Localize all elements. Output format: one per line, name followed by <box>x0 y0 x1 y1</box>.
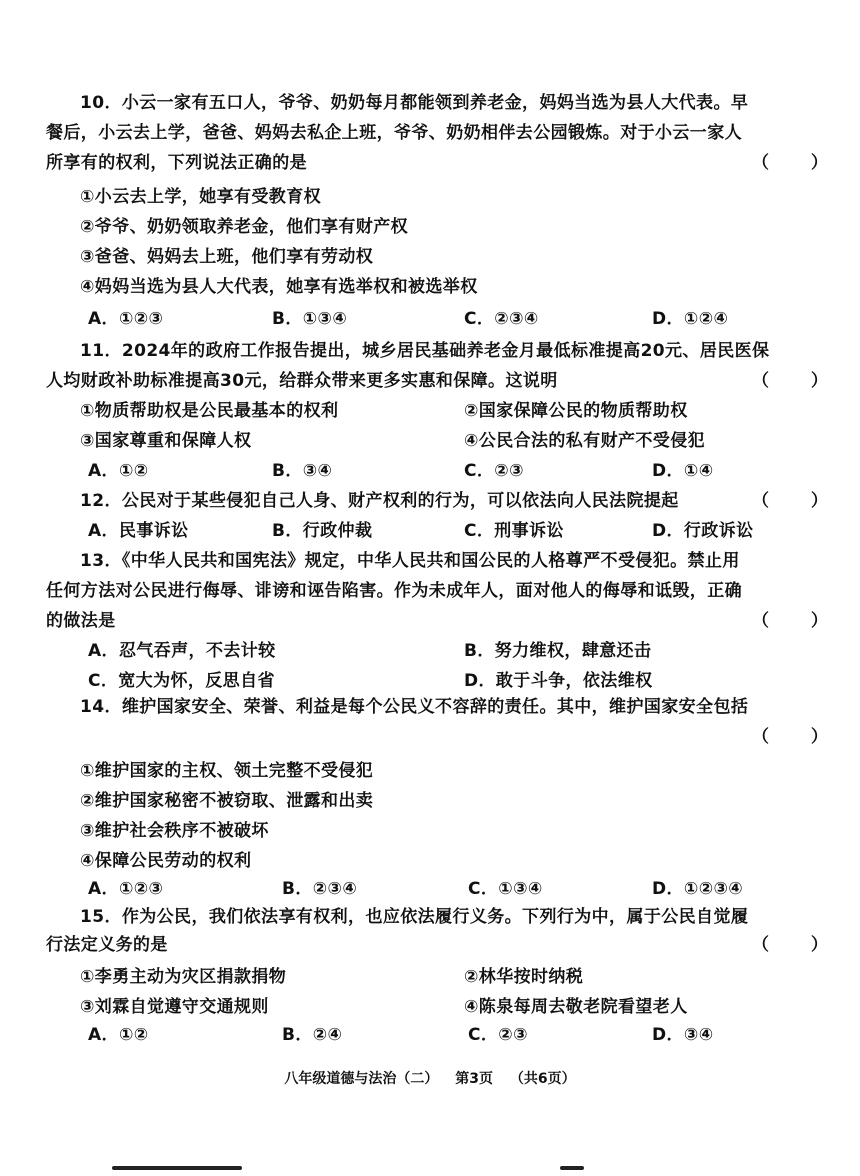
q10-option-a: A．①②③ <box>88 309 164 329</box>
q11-items-row-1 <box>0 396 860 426</box>
scan-edge-mark <box>112 1166 242 1170</box>
q15-stem-text: 15．作为公民，我们依法享有权利，也应依法履行义务。下列行为中，属于公民自觉履 <box>80 907 749 927</box>
q14-item <box>0 786 860 816</box>
q13-stem-line-2 <box>0 576 860 606</box>
q14-option-c: C．①③④ <box>468 879 543 899</box>
q14-item <box>0 846 860 876</box>
q11-item-text: ②国家保障公民的物质帮助权 <box>464 401 688 421</box>
q14-item-text: ①维护国家的主权、领土完整不受侵犯 <box>80 761 374 781</box>
footer-page-number: 第3页 <box>455 1071 493 1087</box>
q15-option-d: D．③④ <box>652 1025 714 1045</box>
q15-item-text: ④陈泉每周去敬老院看望老人 <box>464 997 688 1017</box>
q13-stem-text: 任何方法对公民进行侮辱、诽谤和诬告陷害。作为未成年人，面对他人的侮辱和诋毁，正确 <box>46 581 742 601</box>
q14-stem-line-1 <box>0 692 860 722</box>
q11-items-row-2 <box>0 426 860 456</box>
q12-stem-line-1 <box>0 486 860 516</box>
q10-stem-text: 餐后，小云去上学，爸爸、妈妈去私企上班，爷爷、奶奶相伴去公园锻炼。对于小云一家人 <box>46 123 742 143</box>
q14-item-text: ③维护社会秩序不被破坏 <box>80 821 269 841</box>
q11-option-d: D．①④ <box>652 461 714 481</box>
answer-blank: （ ） <box>752 371 846 391</box>
q10-item <box>0 242 860 272</box>
q11-option-c: C．②③ <box>464 461 524 481</box>
q14-option-b: B．②③④ <box>282 879 358 899</box>
q12-option-a: A．民事诉讼 <box>88 521 189 541</box>
q11-item-text: ③国家尊重和保障人权 <box>80 431 252 451</box>
q12-options <box>0 516 860 546</box>
answer-blank: （ ） <box>752 935 846 955</box>
footer-subject: 八年级道德与法治（二） <box>284 1071 439 1087</box>
q14-item-text: ②维护国家秘密不被窃取、泄露和出卖 <box>80 791 374 811</box>
q10-stem-line-3 <box>0 148 860 178</box>
answer-blank: （ ） <box>752 153 846 173</box>
q14-stem-text: 14．维护国家安全、荣誉、利益是每个公民义不容辞的责任。其中，维护国家安全包括 <box>80 697 749 717</box>
q13-option-d: D．敢于斗争，依法维权 <box>464 671 653 691</box>
q10-stem-line-2 <box>0 118 860 148</box>
q13-options-row-1 <box>0 636 860 666</box>
q15-option-c: C．②③ <box>468 1025 528 1045</box>
q15-stem-text: 行法定义务的是 <box>46 935 168 955</box>
q15-items-row-2 <box>0 992 860 1022</box>
q13-stem-text: 13．《中华人民共和国宪法》规定，中华人民共和国公民的人格尊严不受侵犯。禁止用 <box>80 551 740 571</box>
q10-item-text: ③爸爸、妈妈去上班，他们享有劳动权 <box>80 247 374 267</box>
q13-stem-text: 的做法是 <box>46 611 116 631</box>
q14-paren-line <box>0 722 860 752</box>
q11-item-text: ①物质帮助权是公民最基本的权利 <box>80 401 339 421</box>
answer-blank: （ ） <box>752 611 846 631</box>
q14-option-a: A．①②③ <box>88 879 164 899</box>
q10-item-text: ④妈妈当选为县人大代表，她享有选举权和被选举权 <box>80 277 478 297</box>
q10-item-text: ②爷爷、奶奶领取养老金，他们享有财产权 <box>80 217 408 237</box>
q15-item-text: ②林华按时纳税 <box>464 967 584 987</box>
q10-stem-text: 所享有的权利，下列说法正确的是 <box>46 153 307 173</box>
q15-item-text: ①李勇主动为灾区捐款捐物 <box>80 967 287 987</box>
q15-options <box>0 1020 860 1050</box>
q10-options <box>0 304 860 334</box>
answer-blank: （ ） <box>752 727 846 747</box>
q15-option-a: A．①② <box>88 1025 149 1045</box>
q11-stem-line-1 <box>0 336 860 366</box>
q13-stem-line-1 <box>0 546 860 576</box>
q10-item <box>0 212 860 242</box>
q15-item-text: ③刘霖自觉遵守交通规则 <box>80 997 269 1017</box>
q12-option-d: D．行政诉讼 <box>652 521 754 541</box>
q11-option-b: B．③④ <box>272 461 333 481</box>
q11-option-a: A．①② <box>88 461 149 481</box>
q11-options <box>0 456 860 486</box>
q14-item <box>0 756 860 786</box>
q12-option-c: C．刑事诉讼 <box>464 521 564 541</box>
answer-blank: （ ） <box>752 491 846 511</box>
q14-options <box>0 874 860 904</box>
q15-items-row-1 <box>0 962 860 992</box>
q10-stem-line-1 <box>0 88 860 118</box>
footer-total-pages: （共6页） <box>509 1071 576 1087</box>
q10-stem-text: 10．小云一家有五口人，爷爷、奶奶每月都能领到养老金，妈妈当选为县人大代表。早 <box>80 93 749 113</box>
page-footer <box>0 1068 860 1088</box>
q11-stem-text: 11．2024年的政府工作报告提出，城乡居民基础养老金月最低标准提高20元、居民医保 <box>80 341 770 361</box>
q10-option-d: D．①②④ <box>652 309 729 329</box>
q10-item <box>0 182 860 212</box>
q13-option-c: C．宽大为怀，反思自省 <box>88 671 275 691</box>
q10-option-b: B．①③④ <box>272 309 348 329</box>
q14-option-d: D．①②③④ <box>652 879 744 899</box>
q15-stem-line-1 <box>0 902 860 932</box>
q11-stem-line-2 <box>0 366 860 396</box>
q15-option-b: B．②④ <box>282 1025 343 1045</box>
q11-stem-text: 人均财政补助标准提高30元，给群众带来更多实惠和保障。这说明 <box>46 371 558 391</box>
q11-item-text: ④公民合法的私有财产不受侵犯 <box>464 431 705 451</box>
q10-option-c: C．②③④ <box>464 309 539 329</box>
q10-item-text: ①小云去上学，她享有受教育权 <box>80 187 321 207</box>
q14-item <box>0 816 860 846</box>
q13-option-b: B．努力维权，肆意还击 <box>464 641 652 661</box>
q12-option-b: B．行政仲裁 <box>272 521 373 541</box>
q13-stem-line-3 <box>0 606 860 636</box>
q14-item-text: ④保障公民劳动的权利 <box>80 851 252 871</box>
scan-edge-mark <box>560 1166 584 1170</box>
q15-stem-line-2 <box>0 930 860 960</box>
q13-option-a: A．忍气吞声，不去计较 <box>88 641 276 661</box>
q10-item <box>0 272 860 302</box>
q12-stem-text: 12．公民对于某些侵犯自己人身、财产权利的行为，可以依法向人民法院提起 <box>80 491 679 511</box>
